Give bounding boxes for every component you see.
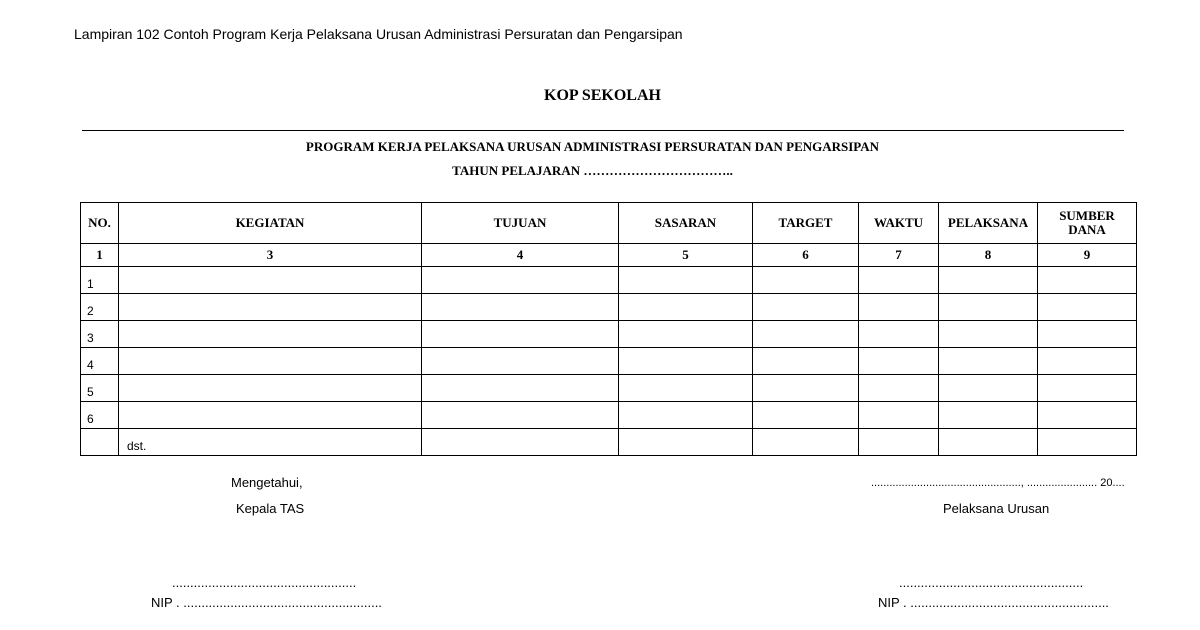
header-cell-sumber-dana: SUMBER DANA	[1038, 203, 1137, 244]
table-row	[81, 267, 1137, 294]
row-number-cell: 5	[81, 375, 119, 402]
table-cell	[939, 267, 1038, 294]
signature-right-role: Pelaksana Urusan	[943, 501, 1050, 516]
row-number-cell: 3	[81, 321, 119, 348]
table-cell	[119, 402, 422, 429]
table-cell	[1038, 321, 1137, 348]
table-cell	[1038, 375, 1137, 402]
table-cell	[753, 267, 859, 294]
table-cell	[859, 375, 939, 402]
table-cell	[619, 429, 753, 456]
header-cell-sasaran: SASARAN	[619, 203, 753, 244]
signature-place-date: ................................................., ....................... 20....	[871, 477, 1125, 489]
kop-sekolah-heading: KOP SEKOLAH	[544, 87, 661, 104]
signature-known-by: Mengetahui,	[231, 475, 303, 490]
table-cell	[1038, 429, 1137, 456]
header-cell-no: NO.	[81, 203, 119, 244]
document-caption: Lampiran 102 Contoh Program Kerja Pelaksana Urusan Administrasi Persuratan dan Pengarsipan	[74, 26, 683, 42]
table-cell	[753, 402, 859, 429]
program-title: PROGRAM KERJA PELAKSANA URUSAN ADMINISTRASI PERSURATAN DAN PENGARSIPAN	[305, 139, 880, 154]
header-cell-tujuan: TUJUAN	[422, 203, 619, 244]
header-cell-pelaksana: PELAKSANA	[939, 203, 1038, 244]
signature-left-name-line: ...................................................	[172, 575, 357, 590]
column-number-cell: 9	[1038, 244, 1137, 267]
work-program-table	[80, 202, 1137, 456]
column-number-cell: 7	[859, 244, 939, 267]
table-cell	[119, 294, 422, 321]
table-cell	[939, 402, 1038, 429]
header-divider	[82, 130, 1124, 131]
table-row	[81, 402, 1137, 429]
table-cell	[753, 375, 859, 402]
column-number-cell: 5	[619, 244, 753, 267]
table-cell	[422, 267, 619, 294]
table-cell	[753, 321, 859, 348]
table-header-row	[81, 203, 1137, 244]
table-cell	[422, 429, 619, 456]
table-cell	[859, 267, 939, 294]
header-cell-kegiatan: KEGIATAN	[119, 203, 422, 244]
table-cell	[1038, 348, 1137, 375]
table-cell	[619, 402, 753, 429]
header-cell-waktu: WAKTU	[859, 203, 939, 244]
table-cell	[619, 375, 753, 402]
table-cell	[859, 294, 939, 321]
column-number-cell: 6	[753, 244, 859, 267]
table-cell	[939, 429, 1038, 456]
table-cell	[119, 375, 422, 402]
table-row	[81, 375, 1137, 402]
table-cell	[859, 321, 939, 348]
row-number-cell: 2	[81, 294, 119, 321]
table-cell	[81, 429, 119, 456]
table-cell	[939, 294, 1038, 321]
table-cell	[753, 294, 859, 321]
school-year-line: TAHUN PELAJARAN ……………………………..	[452, 163, 733, 178]
table-cell	[619, 348, 753, 375]
table-cell	[859, 429, 939, 456]
signature-right-name-line: ...................................................	[899, 575, 1084, 590]
table-cell	[422, 375, 619, 402]
table-cell	[422, 348, 619, 375]
column-number-cell: 8	[939, 244, 1038, 267]
table-cell	[859, 402, 939, 429]
table-cell	[422, 294, 619, 321]
continuation-cell: dst.	[119, 429, 422, 456]
table-cell	[753, 348, 859, 375]
row-number-cell: 6	[81, 402, 119, 429]
table-cell	[1038, 267, 1137, 294]
column-number-cell: 3	[119, 244, 422, 267]
table-cell	[859, 348, 939, 375]
signature-left-role: Kepala TAS	[236, 501, 305, 516]
signature-right-nip: NIP . .......................................................	[878, 595, 1109, 610]
table-cell	[422, 321, 619, 348]
table-cell	[939, 321, 1038, 348]
table-row	[81, 321, 1137, 348]
table-row	[81, 348, 1137, 375]
table-cell	[939, 375, 1038, 402]
column-number-row	[81, 244, 1137, 267]
table-cell	[119, 267, 422, 294]
table-cell	[753, 429, 859, 456]
row-number-cell: 4	[81, 348, 119, 375]
row-number-cell: 1	[81, 267, 119, 294]
table-cell	[619, 267, 753, 294]
table-row-continuation	[81, 429, 1137, 456]
signature-left-nip: NIP . .......................................................	[151, 595, 382, 610]
table-cell	[939, 348, 1038, 375]
column-number-cell: 4	[422, 244, 619, 267]
table-cell	[1038, 402, 1137, 429]
table-cell	[619, 294, 753, 321]
table-cell	[422, 402, 619, 429]
table-cell	[119, 348, 422, 375]
table-cell	[1038, 294, 1137, 321]
table-row	[81, 294, 1137, 321]
table-cell	[619, 321, 753, 348]
header-cell-target: TARGET	[753, 203, 859, 244]
column-number-cell: 1	[81, 244, 119, 267]
table-cell	[119, 321, 422, 348]
